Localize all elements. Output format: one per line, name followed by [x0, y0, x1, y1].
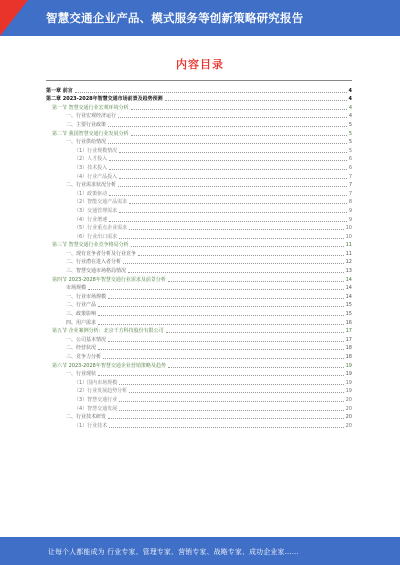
toc-entry[interactable]	[46, 300, 352, 309]
toc-entry[interactable]	[46, 240, 352, 249]
toc-entry-page: 14	[345, 293, 352, 300]
toc-leader-dots	[109, 427, 343, 428]
toc-entry[interactable]	[46, 94, 352, 103]
toc-entry[interactable]	[46, 197, 352, 206]
toc-entry-page: 11	[345, 250, 352, 257]
toc-leader-dots	[98, 324, 344, 325]
toc-entry-label: 二、经营状况	[66, 345, 97, 352]
toc-entry[interactable]	[46, 274, 352, 283]
toc-entry-label: 二、主要行业政策	[66, 121, 107, 128]
toc-entry-page: 17	[345, 328, 352, 335]
toc-entry-page: 9	[348, 216, 352, 223]
toc-entry-label: （4）行业产品投入	[74, 173, 118, 180]
toc-leader-dots	[118, 117, 347, 118]
toc-entry-label: 一、行业供给情况	[66, 139, 107, 146]
toc-entry-label: （4）行业增速	[74, 216, 108, 223]
toc-entry-label: 第一节 智慧交通行业宏观环境分析	[52, 104, 129, 111]
toc-leader-dots	[98, 375, 344, 376]
toc-entry-page: 19	[345, 388, 352, 395]
toc-entry-page: 6	[348, 156, 352, 163]
toc-entry-page: 20	[345, 422, 352, 429]
toc-entry-label: （2）行业发展趋势分析	[74, 388, 128, 395]
toc-entry[interactable]	[46, 343, 352, 352]
toc-leader-dots	[168, 367, 344, 368]
toc-entry[interactable]	[46, 248, 352, 257]
toc-entry[interactable]	[46, 205, 352, 214]
toc-leader-dots	[75, 92, 347, 93]
toc-entry[interactable]	[46, 128, 352, 137]
toc-entry-label: 一、现有竞争者分析及行业竞争	[66, 250, 137, 257]
toc-entry-page: 16	[345, 319, 352, 326]
toc-entry[interactable]	[46, 386, 352, 395]
toc-entry-label: 三、竞争力分析	[66, 354, 102, 360]
toc-entry[interactable]	[46, 214, 352, 223]
toc-entry[interactable]	[46, 360, 352, 369]
toc-entry-page: 12	[345, 259, 352, 266]
toc-leader-dots	[165, 100, 347, 101]
page-footer	[0, 537, 400, 565]
toc-entry[interactable]	[46, 111, 352, 120]
toc-entry-page: 10	[345, 225, 352, 232]
toc-entry-label: （3）智慧交通行业	[74, 396, 118, 403]
toc-entry-label: （6）行业出口需求	[74, 233, 118, 240]
toc-leader-dots	[166, 332, 344, 333]
toc-entry[interactable]	[46, 223, 352, 232]
toc-leader-dots	[108, 418, 344, 419]
toc-entry-label: 二、行业潜在进入者分析	[66, 259, 122, 266]
toc-leader-dots	[98, 306, 344, 307]
toc-entry[interactable]	[46, 231, 352, 240]
toc-leader-dots	[88, 289, 344, 290]
toc-entry-label: 三、智慧交通市场格局情况	[66, 268, 127, 275]
footer-slogan: 让每个人都能成为 行业专家、管理专家、营销专家、战略专家、成功企业家……	[48, 548, 299, 556]
toc-leader-dots	[108, 298, 344, 299]
toc-entry[interactable]	[46, 85, 352, 94]
toc-entry[interactable]	[46, 171, 352, 180]
toc-entry[interactable]	[46, 334, 352, 343]
toc-entry[interactable]	[46, 137, 352, 146]
toc-entry-page: 5	[348, 147, 352, 154]
table-of-contents	[46, 85, 352, 429]
toc-entry-label: 第二章 2023-2028年智慧交通市场前景及趋势预测	[46, 96, 163, 103]
toc-entry-page: 14	[345, 276, 352, 283]
toc-entry-label: （1）政策驱动	[74, 190, 108, 197]
page-header	[0, 0, 400, 36]
toc-heading: 内容目录	[176, 58, 224, 71]
toc-entry[interactable]	[46, 180, 352, 189]
toc-entry-page: 10	[345, 233, 352, 240]
toc-leader-dots	[129, 229, 343, 230]
toc-leader-dots	[118, 186, 347, 187]
toc-entry[interactable]	[46, 308, 352, 317]
toc-entry-page: 4	[348, 96, 352, 103]
toc-entry-label: 第四节 2023-2028年智慧交通行业需求及前景分析	[52, 276, 166, 283]
toc-entry-label: 第三节 智慧交通行业竞争格局分析	[52, 242, 129, 249]
toc-entry[interactable]	[46, 412, 352, 421]
toc-entry-label: （1）行业规模情况	[74, 147, 118, 154]
toc-entry-page: 8	[348, 199, 352, 206]
toc-entry-label: （1）国内市场规模	[74, 379, 118, 386]
toc-entry-label: 第一章 前言	[46, 87, 73, 94]
toc-entry-page: 18	[345, 354, 352, 360]
toc-entry-page: 5	[348, 139, 352, 146]
toc-leader-dots	[108, 126, 347, 127]
toc-leader-dots	[131, 246, 344, 247]
toc-entry[interactable]	[46, 283, 352, 292]
toc-entry[interactable]	[46, 188, 352, 197]
toc-leader-dots	[131, 109, 347, 110]
toc-leader-dots	[119, 212, 347, 213]
toc-leader-dots	[128, 272, 344, 273]
toc-entry-page: 5	[348, 121, 352, 128]
toc-leader-dots	[168, 281, 344, 282]
toc-leader-dots	[129, 203, 347, 204]
toc-entry-page: 7	[348, 173, 352, 180]
toc-entry-label: （3）交通管理需求	[74, 207, 118, 214]
toc-entry-label: （5）行业重点企业需求	[74, 225, 128, 232]
toc-entry-label: 第五节 企业案例分析：北京千方科技股份有限公司	[52, 328, 164, 335]
toc-entry[interactable]	[46, 145, 352, 154]
toc-leader-dots	[138, 255, 344, 256]
toc-entry-label: 二、行业产品	[66, 302, 97, 309]
toc-entry[interactable]	[46, 377, 352, 386]
toc-entry-page: 7	[348, 182, 352, 189]
toc-entry[interactable]	[46, 394, 352, 403]
toc-entry[interactable]	[46, 351, 352, 360]
toc-entry-page: 20	[345, 405, 352, 412]
toc-entry-page: 6	[348, 164, 352, 171]
toc-leader-dots	[119, 178, 347, 179]
toc-leader-dots	[109, 221, 347, 222]
toc-leader-dots	[103, 358, 344, 359]
toc-entry-page: 19	[345, 379, 352, 386]
toc-entry-label: （1）行业技术	[74, 422, 108, 429]
toc-entry[interactable]	[46, 265, 352, 274]
toc-entry-label: （2）人才投入	[74, 156, 108, 163]
toc-leader-dots	[109, 195, 347, 196]
toc-entry-page: 4	[348, 104, 352, 111]
toc-entry-page: 9	[348, 207, 352, 214]
toc-entry[interactable]	[46, 119, 352, 128]
toc-entry-label: 二、行业需求状况分析	[66, 182, 117, 189]
toc-leader-dots	[129, 392, 343, 393]
toc-entry-page: 19	[345, 371, 352, 378]
toc-leader-dots	[131, 135, 347, 136]
toc-leader-dots	[123, 263, 344, 264]
header-corner-decoration	[0, 0, 28, 36]
toc-leader-dots	[119, 238, 343, 239]
toc-entry-page: 5	[348, 130, 352, 137]
toc-entry-label: 一、行业宏观经济运行	[66, 113, 117, 120]
toc-entry[interactable]	[46, 154, 352, 163]
toc-entry-page: 4	[348, 87, 352, 94]
toc-entry-label: 市场规模	[66, 285, 87, 292]
toc-entry-label: 三、政策影响	[66, 311, 97, 318]
toc-entry-label: 一、公司基本情况	[66, 336, 107, 343]
toc-entry[interactable]	[46, 162, 352, 171]
toc-entry[interactable]	[46, 291, 352, 300]
toc-entry[interactable]	[46, 369, 352, 378]
toc-leader-dots	[119, 152, 347, 153]
toc-entry-page: 15	[345, 302, 352, 309]
toc-entry-page: 13	[345, 268, 352, 275]
toc-entry-label: 四、用户需求	[66, 319, 97, 326]
toc-leader-dots	[119, 384, 343, 385]
toc-entry-page: 20	[345, 414, 352, 421]
toc-leader-dots	[119, 410, 343, 411]
toc-entry[interactable]	[46, 257, 352, 266]
toc-leader-dots	[108, 341, 344, 342]
toc-leader-dots	[109, 160, 347, 161]
toc-entry-page: 17	[345, 336, 352, 343]
toc-entry-label: 一、行业现状	[66, 371, 97, 378]
toc-entry-label: （4）智慧交通发展	[74, 405, 118, 412]
toc-entry-page: 19	[345, 362, 352, 369]
report-title: 智慧交通企业产品、模式服务等创新策略研究报告	[46, 11, 304, 25]
toc-leader-dots	[109, 169, 347, 170]
toc-entry[interactable]	[46, 317, 352, 326]
toc-entry-page: 20	[345, 396, 352, 403]
toc-entry-page: 7	[348, 190, 352, 197]
toc-entry[interactable]	[46, 403, 352, 412]
toc-entry-label: 二、行业技术研发	[66, 414, 107, 421]
toc-entry-page: 4	[348, 113, 352, 120]
toc-entry[interactable]	[46, 326, 352, 335]
toc-entry-label: （2）智能交通产品需求	[74, 199, 128, 206]
toc-entry-page: 14	[345, 285, 352, 292]
toc-entry-label: 第六节 2023-2028年智慧交通企业营销策略及趋势	[52, 362, 166, 369]
toc-leader-dots	[98, 349, 344, 350]
toc-entry-label: （3）技术投入	[74, 164, 108, 171]
toc-entry-page: 18	[345, 345, 352, 352]
toc-entry-label: 第二节 我国智慧交通行业发展分析	[52, 130, 129, 137]
toc-entry[interactable]	[46, 420, 352, 429]
toc-entry-page: 11	[345, 242, 352, 249]
toc-entry[interactable]	[46, 102, 352, 111]
toc-leader-dots	[108, 143, 347, 144]
toc-top-rule	[46, 80, 352, 81]
toc-leader-dots	[119, 401, 343, 402]
toc-leader-dots	[98, 315, 344, 316]
toc-entry-page: 15	[345, 311, 352, 318]
toc-entry-label: 一、行业市场规模	[66, 293, 107, 300]
